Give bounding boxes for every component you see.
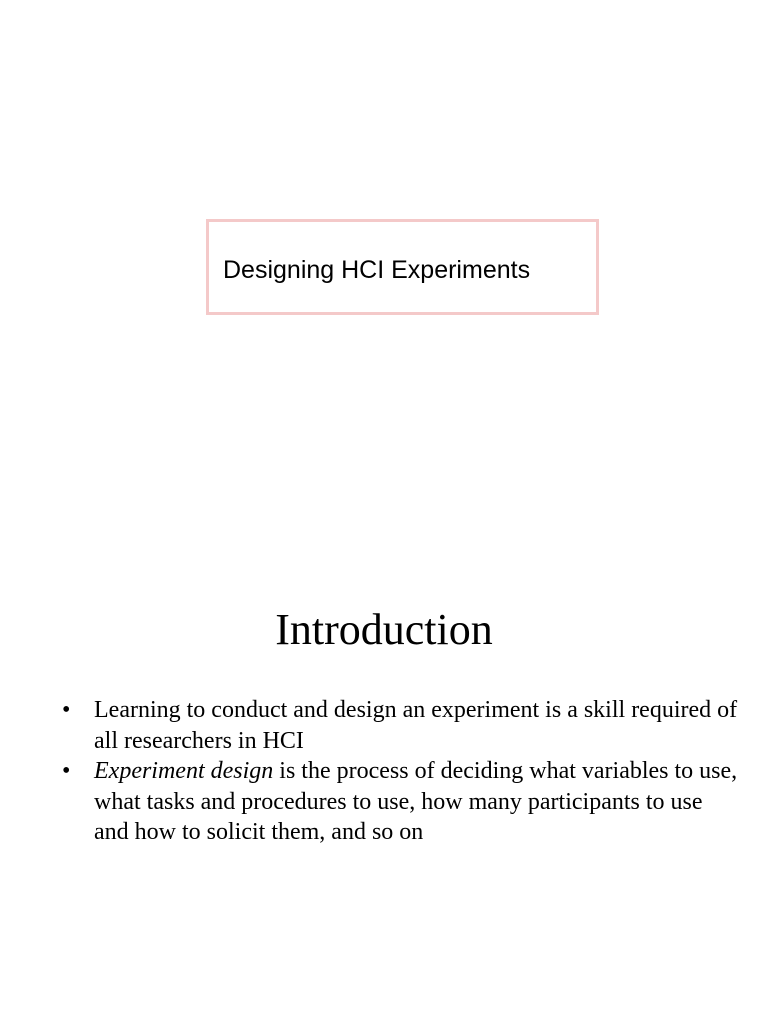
bullet-icon: • <box>62 758 71 784</box>
bullet-list <box>62 695 742 848</box>
bullet-text: is the process of deciding what variables to use, what tasks and procedures to use, how many participants to use and how to solicit them, and so on <box>94 758 738 845</box>
bullet-icon: • <box>62 697 71 723</box>
bullet-emphasis: Experiment design <box>94 758 274 784</box>
bullet-item <box>62 756 742 848</box>
slide-title: Designing HCI Experiments <box>223 256 531 284</box>
title-box <box>206 219 599 315</box>
bullet-item <box>62 695 742 756</box>
bullet-text: Learning to conduct and design an experiment is a skill required of all researchers in HCI <box>94 697 738 754</box>
slide-heading: Introduction <box>275 605 493 654</box>
introduction-slide <box>0 512 768 1024</box>
